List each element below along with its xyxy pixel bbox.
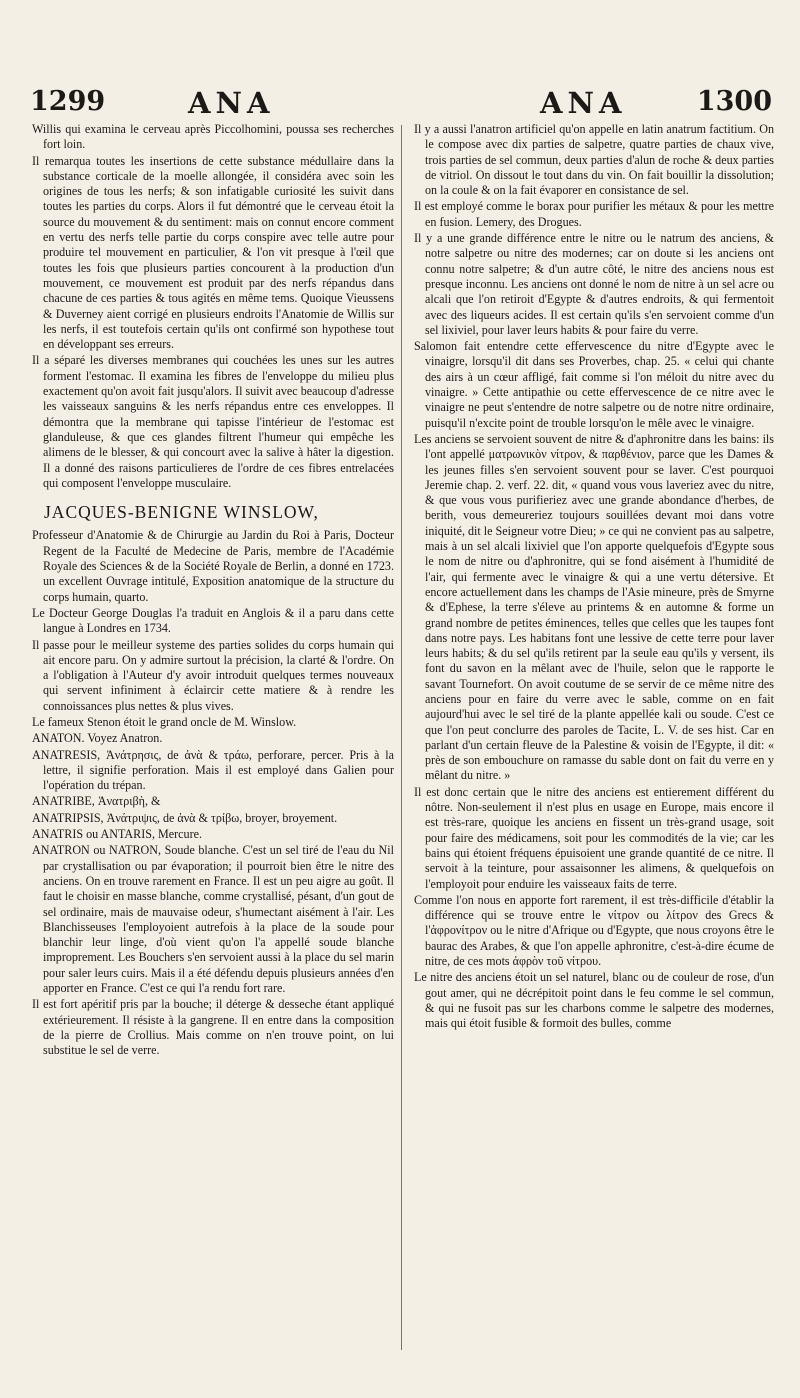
paragraph: Il est fort apéritif pris par la bouche; il déterge & desseche étant appliqué extérieurement. Il résiste à la gangrene. Il en entre dans la composition de la pierre de Crollius. Mais comme on n'en trouve point, on lui substitue le sel de verre. (32, 997, 394, 1058)
page-header (0, 82, 800, 122)
paragraph: Le Docteur George Douglas l'a traduit en Anglois & il a paru dans cette langue à Londres en 1734. (32, 605, 394, 636)
paragraph: Il est employé comme le borax pour purifier les métaux & pour les mettre en fusion. Lemery, des Drogues. (414, 199, 774, 229)
paragraph: Professeur d'Anatomie & de Chirurgie au Jardin du Roi à Paris, Docteur Regent de la Faculté de Medecine de Paris, membre de l'Académie Royale des Sciences & de la Société Royale de Berlin, a donné en 1723. un excellent Ouvrage intitulé, Exposition anatomique de la structure du corps humain, quarto. (32, 528, 394, 604)
paragraph: Il y a aussi l'anatron artificiel qu'on appelle en latin anatrum factitium. On le compose avec dix parties de salpetre, quatre parties de chaux vive, trois parties de sel commun, deux parties d'alun de roche & deux parties de vitriol. On dissout le tout dans du vin. On fait bouillir la dissolution; on la coule & on la fait évaporer en consistance de sel. (414, 122, 774, 198)
dictionary-entry: ANATRON ou NATRON, Soude blanche. C'est un sel tiré de l'eau du Nil par crystallisation ou par évaporation; il pourroit bien être le nitre des anciens. On en trouve rarement en France. Il est un peu aigre au goût. Il faut le choisir en masse blanche, comme crystallisé, pésant, d'un gout de sel ordinaire, mais de mauvaise odeur, s'humectant aisément à l'air. Les Blanchisseuses l'employoient autrefois à la place de la soude pour blanchir leur linge, d'où vient qu'on l'a appellé soude blanche improprement. Les Bouchers s'en servoient aussi à la place du sel marin pour saler leurs cuirs. Mais il a été défendu depuis plusieurs années d'en apporter en France. C'est ce qui l'a rendu fort rare. (32, 843, 394, 996)
column-divider (401, 125, 402, 1350)
dictionary-entry: ANATRIBE, Ἀνατριβὴ, & (32, 794, 161, 809)
dictionary-entry: ANATRIPSIS, Ἀνάτριψις, de ἀνὰ & τρίβω, broyer, broyement. (32, 810, 338, 825)
right-page-number: 1300 (696, 86, 772, 117)
paragraph: Comme l'on nous en apporte fort rarement, il est très-difficile d'établir la différence qui se trouve entre le νίτρον ou λίτρον des Grecs & l'ἀφρονίτρον ou le nitre d'Afrique ou d'Egypte, que nous croyons être le baurac des Arabes, & que l'on appelle aphronitre, c'est-à-dire écume de nitre, de ces mots ἀφρὸν τοῦ νίτρου. (414, 892, 774, 969)
paragraph: Le fameux Stenon étoit le grand oncle de M. Winslow. (32, 714, 297, 729)
right-running-title: ANA (540, 86, 627, 120)
paragraph: Il est donc certain que le nitre des anciens est entierement différent du nôtre. Non-seulement il n'est plus en usage en Europe, mais encore il est très-rare, quoique les anciens en fissent un très-grand usage, soit pour faire des médicamens, soit pour les commodités de la vie; car les bains qui étoient fréquens épuisoient une grande quantité de ce nitre. Il servoit à la teinture, pour assaisonner les alimens, & quelquefois on l'employoit pour enduire les vaisseaux faits de terre. (414, 784, 774, 891)
section-heading: JACQUES-BENIGNE WINSLOW, (44, 502, 319, 523)
paragraph: Il passe pour le meilleur systeme des parties solides du corps humain qui ait encore paru. On y admire surtout la précision, la clarté & l'ordre. On a l'obligation à l'Auteur d'y avoir introduit quelques termes nouveaux qui servent infiniment à éclaircir cette matiere & à rendre les connoissances plus nettes & plus vives. (32, 637, 394, 713)
paragraph: Willis qui examina le cerveau après Piccolhomini, poussa ses recherches fort loin. (32, 122, 394, 152)
left-page-number: 1299 (30, 86, 106, 117)
paragraph: Les anciens se servoient souvent de nitre & d'aphronitre dans les bains: ils l'ont appellé ματρωνικὸν νίτρον, & παρθένιον, parce que les Dames & les jeunes filles s'en servoient souvent pour se laver. C'est pourquoi Jeremie chap. 2. verf. 22. dit, « quand vous vous laveriez avec du nitre, & que vous vous purifieriez avec une grande abondance d'herbes, de berith, vous demeureriez toujours souillées devant moi dans votre iniquité, dit le Seigneur votre Dieu; » ce qui ne convient pas au salpetre, mais à un sel alcali lixiviel que l'on apporte quelquefois d'Egypte sous le nom de nitre ou d'aphronitre, qui se fond aisément à l'humidité de l'air, qui fermente avec le vinaigre & qui a une vertu détersive. Et encore actuellement dans les champs de l'Asie mineure, près de Smyrne & d'Ephese, la terre s'éleve au printems & en automne & forme un grand nombre de petites éminences, telles que celles que les taupes font dans notre pays. Les habitans font une lessive de cette terre pour laver leurs habits; & du sel qu'ils retirent par la seule eau qu'ils y versent, ils font du savon en la mêlant avec de l'huile, selon que le rapporte le savant Tournefort. On avoit coutume de se servir de ce même nitre des anciens pour en faire du verre avec le sable, comme on en fait aujourd'hui avec le sel tiré de la plante appellée kali ou soude. C'est ce que l'on peut conclurre des paroles de Tacite, L. V. de ses hist. Car en parlant d'un certain fleuve de la Palestine & voisin de l'Egypte, il dit: « près de son embouchure on ramasse du sable dont on fait du verre en y mêlant du nitre. » (414, 431, 774, 783)
left-running-title: ANA (188, 86, 275, 120)
dictionary-entry: ANATRIS ou ANTARIS, Mercure. (32, 827, 203, 842)
paragraph: Il a séparé les diverses membranes qui couchées les unes sur les autres forment l'estomac. Il examina les fibres de l'enveloppe du milieu plus exactement qu'on avoit fait jusqu'alors. Il suivit avec beaucoup d'adresse les vaisseaux sanguins & les nerfs répandus entre ces enveloppes. Il démontra que la membrane qui tapisse l'intérieur de l'estomac est glanduleuse, & que ces glandes filtrent l'humeur qui empêche les alimens de le blesser, & qui concourt avec la salive à hâter la digestion. Il a donné des raisons particulieres de l'ordre de ces fibres entrelacées qui composent l'enveloppe musculaire. (32, 353, 394, 490)
paragraph: Le nitre des anciens étoit un sel naturel, blanc ou de couleur de rose, d'un gout amer, qui ne décrépitoit point dans le feu comme le sel commun, & qui ne fusoit pas sur les charbons comme le salpetre des modernes, mais qui étoit fusible & formoit des bulles, comme (414, 970, 774, 1031)
paragraph: Salomon fait entendre cette effervescence du nitre d'Egypte avec le vinaigre, lorsqu'il dit dans ses Proverbes, chap. 25. « celui qui chante des airs à un cœur affligé, fait comme si l'on méloit du nitre avec du vinaigre. » Cette antipathie ou cette effervescence de ce nitre avec le vinaigre ne peut s'entendre de notre salpetre ou de notre nitre ordinaire, puisqu'il n'excite point de trouble lorsqu'on le mêle avec le vinaigre. (414, 339, 774, 430)
left-column (32, 122, 394, 1060)
dictionary-entry: ANATON. Voyez Anatron. (32, 731, 163, 746)
paragraph: Il remarqua toutes les insertions de cette substance médullaire dans la substance corticale de la moelle allongée, il considéra avec soin les origines de tous les nerfs; & son infatigable curiosité les suivit dans toutes les parties du corps. Alors il fut démontré que le cerveau étoit la source du mouvement & du sentiment: mais on connut encore comment en vertu des nerfs telle partie du corps conspire avec telle autre pour produire tel mouvement en particulier, & l'on vit presque à l'œil que toutes les fois que plusieurs parties concourent à la production d'un mouvement, ce mouvement est produit par des nerfs répandus dans chacune de ces parties & tous agités en même tems. Quoique Vieussens & Duverney aient corrigé en plusieurs endroits l'Anatomie de Willis sur les nerfs, il est toutefois certain qu'ils ont confirmé son hypothese tout en développant ses erreurs. (32, 153, 394, 352)
right-column (414, 122, 774, 1033)
dictionary-entry: ANATRESIS, Ἀνάτρησις, de ἀνὰ & τράω, perforare, percer. Pris à la lettre, il signifie perforation. Mais il est employé dans Galien pour l'opération du trépan. (32, 747, 394, 793)
paragraph: Il y a une grande différence entre le nitre ou le natrum des anciens, & notre salpetre ou nitre des modernes; car on doute si les anciens ont connu notre salpetre; & d'un autre côté, le nitre des anciens nous est presque inconnu. Les anciens ont donné le nom de nitre à un sel acre ou alcali que l'on retiroit d'Egypte & d'autres endroits, & qui fermentoit avec des liqueurs acides. Il est certain qu'ils s'en servoient comme d'un sel lixiviel, pour laver leurs habits & pour faire du verre. (414, 231, 774, 337)
